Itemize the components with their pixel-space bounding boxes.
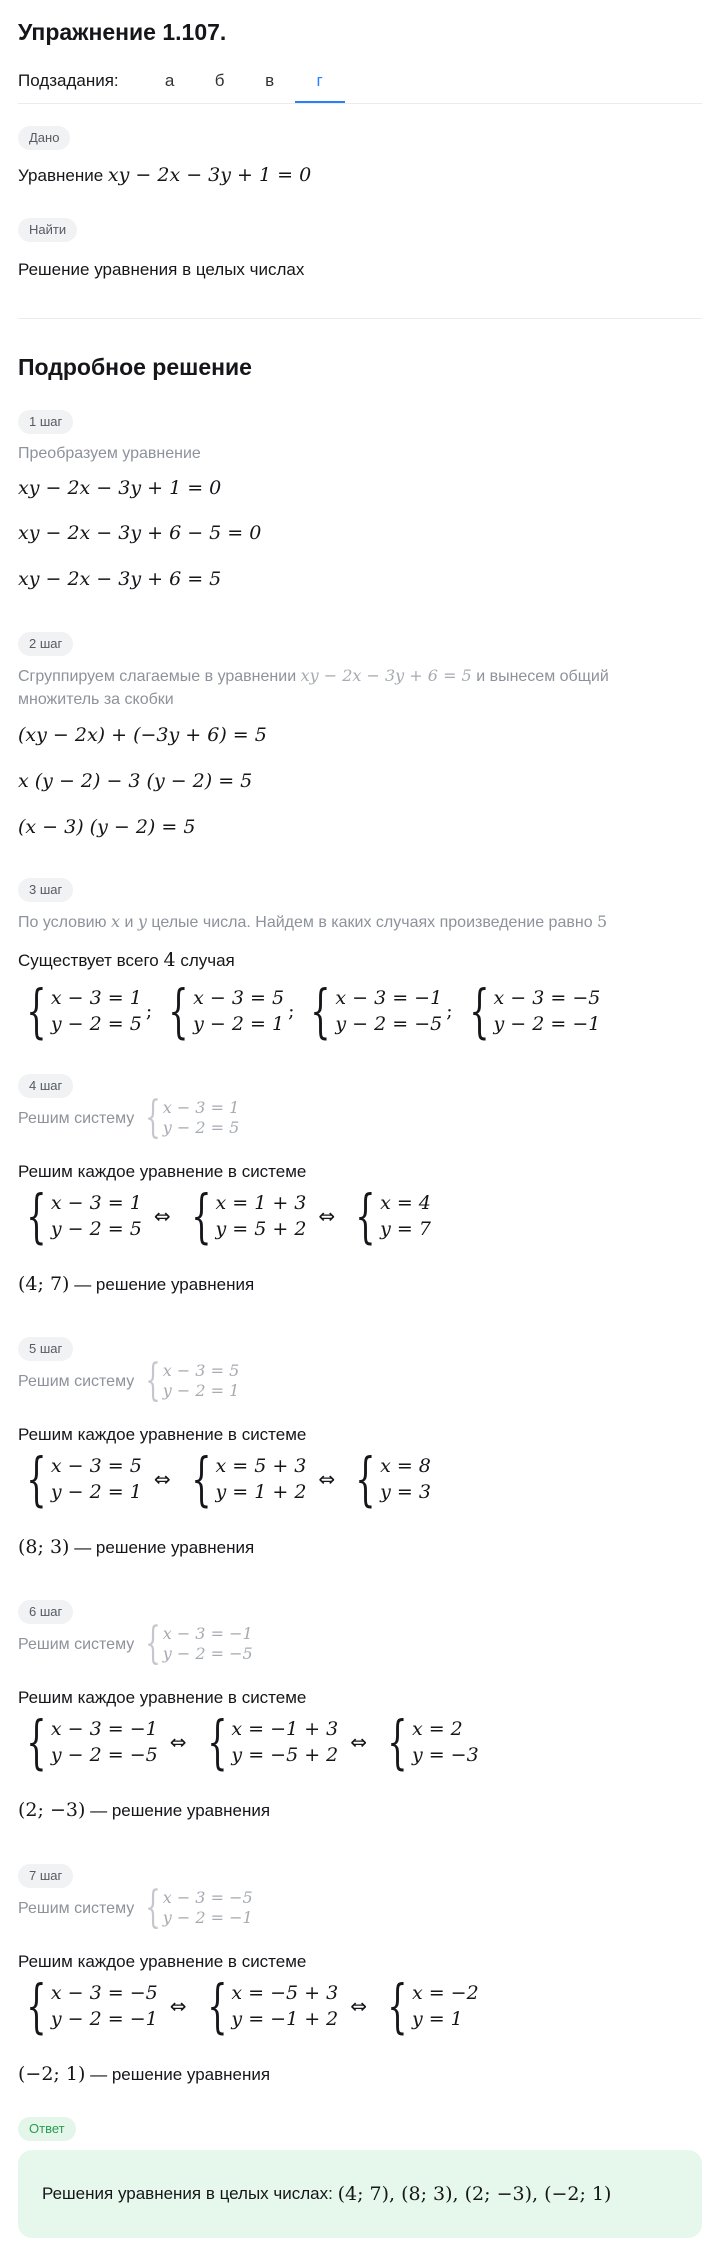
system: { x − 3 = −1 y − 2 = −5 — [310, 977, 443, 1045]
equivalence-icon: ⇔ — [169, 1994, 187, 2018]
equation-line: (xy − 2x) + (−3y + 6) = 5 — [18, 724, 267, 746]
solution-chain — [18, 1972, 479, 2040]
cases-text: Существует всего 4 случая — [18, 949, 235, 971]
find-badge: Найти — [18, 218, 77, 242]
system: { x − 3 = −1 y − 2 = −5 — [26, 1708, 158, 1776]
tab-g[interactable]: г — [295, 71, 345, 103]
step-description: Сгруппируем слагаемые в уравнении xy − 2x − 3y + 6 = 5 и вынесем общий множитель за скобки — [18, 666, 609, 708]
step-badge: 5 шаг — [18, 1337, 73, 1361]
equivalence-icon: ⇔ — [153, 1467, 171, 1491]
equation-line: x (y − 2) − 3 (y − 2) = 5 — [18, 770, 253, 792]
equation-line: xy − 2x − 3y + 6 − 5 = 0 — [18, 522, 262, 544]
system: { x − 3 = −1 y − 2 = −5 — [145, 1618, 253, 1669]
system: { x − 3 = 5 y − 2 = 1 — [145, 1355, 240, 1406]
cases-systems: { x − 3 = 1 y − 2 = 5 ; { x − 3 = 5 y − 2 = 1 ; { x − 3 = −1 y − 2 = −5 ; { x − 3 = −5 y − 2 = −1 — [18, 982, 600, 1040]
tab-a[interactable]: а — [164, 71, 175, 90]
given-text: Уравнение xy − 2x − 3y + 1 = 0 — [18, 164, 312, 186]
equation-line: (x − 3) (y − 2) = 5 — [18, 816, 196, 838]
system: { x − 3 = −5 y − 2 = −1 — [145, 1882, 253, 1933]
system: { x − 3 = 1 y − 2 = 5 — [26, 1182, 142, 1250]
equivalence-icon: ⇔ — [350, 1730, 368, 1754]
solution-pair: (8; 3) — решение уравнения — [18, 1536, 255, 1558]
system: { x = −2 y = 1 — [387, 1972, 479, 2040]
solution-chain — [18, 1708, 479, 1776]
subtasks-label: Подзадания: — [18, 71, 119, 90]
system: { x − 3 = 1 y − 2 = 5 — [145, 1092, 240, 1143]
step-badge: 7 шаг — [18, 1864, 73, 1888]
solution-title: Подробное решение — [18, 354, 252, 380]
step-badge: 3 шаг — [18, 878, 73, 902]
system: { x = 5 + 3 y = 1 + 2 — [190, 1445, 307, 1513]
answer-badge: Ответ — [18, 2117, 76, 2141]
step-subtitle: Решим каждое уравнение в системе — [18, 1425, 307, 1444]
step-badge: 6 шаг — [18, 1600, 73, 1624]
system: { x − 3 = 5 y − 2 = 1 — [26, 1445, 142, 1513]
step-badge: 2 шаг — [18, 632, 73, 656]
solution-chain — [18, 1182, 431, 1250]
step-description: Решим систему { x − 3 = −1 y − 2 = −5 — [18, 1618, 253, 1669]
step-description: Преобразуем уравнение — [18, 445, 201, 462]
system: { x = 8 y = 3 — [355, 1445, 431, 1513]
step-description: Решим систему { x − 3 = −5 y − 2 = −1 — [18, 1882, 253, 1933]
equation-line: xy − 2x − 3y + 6 = 5 — [18, 568, 222, 590]
equivalence-icon: ⇔ — [318, 1467, 336, 1491]
system: { x − 3 = −5 y − 2 = −1 — [26, 1972, 158, 2040]
solution-pair: (4; 7) — решение уравнения — [18, 1273, 255, 1295]
step-description: Решим систему { x − 3 = 1 y − 2 = 5 — [18, 1092, 240, 1143]
system: { x = 2 y = −3 — [387, 1708, 479, 1776]
system: { x − 3 = 1 y − 2 = 5 — [26, 977, 142, 1045]
system: { x = 1 + 3 y = 5 + 2 — [190, 1182, 307, 1250]
system: { x − 3 = 5 y − 2 = 1 — [168, 977, 285, 1045]
given-badge: Дано — [18, 126, 70, 150]
step-description: По условию x и y целые числа. Найдем в каких случаях произведение равно 5 — [18, 912, 608, 931]
answer-text: Решения уравнения в целых числах: — [42, 2184, 333, 2203]
step-subtitle: Решим каждое уравнение в системе — [18, 1688, 307, 1707]
step-subtitle: Решим каждое уравнение в системе — [18, 1162, 307, 1181]
equivalence-icon: ⇔ — [169, 1730, 187, 1754]
tab-v[interactable]: в — [265, 71, 275, 90]
system: { x = −1 + 3 y = −5 + 2 — [206, 1708, 339, 1776]
equation-line: xy − 2x − 3y + 1 = 0 — [18, 477, 222, 499]
equivalence-icon: ⇔ — [318, 1204, 336, 1228]
step-badge: 1 шаг — [18, 410, 73, 434]
solution-pair: (−2; 1) — решение уравнения — [18, 2063, 271, 2085]
system: { x = 4 y = 7 — [355, 1182, 431, 1250]
answer-value: (4; 7), (8; 3), (2; −3), (−2; 1) — [337, 2183, 612, 2205]
solution-pair: (2; −3) — решение уравнения — [18, 1799, 271, 1821]
page-title: Упражнение 1.107. — [18, 19, 227, 45]
equivalence-icon: ⇔ — [350, 1994, 368, 2018]
tab-b[interactable]: б — [214, 71, 225, 90]
solution-chain — [18, 1445, 431, 1513]
system: { x − 3 = −5 y − 2 = −1 — [468, 977, 601, 1045]
divider — [18, 318, 702, 319]
answer-box — [18, 2150, 702, 2238]
equivalence-icon: ⇔ — [153, 1204, 171, 1228]
step-subtitle: Решим каждое уравнение в системе — [18, 1952, 307, 1971]
subtasks-bar — [18, 61, 702, 104]
system: { x = −5 + 3 y = −1 + 2 — [206, 1972, 339, 2040]
step-description: Решим систему { x − 3 = 5 y − 2 = 1 — [18, 1355, 240, 1406]
step-badge: 4 шаг — [18, 1074, 73, 1098]
find-text: Решение уравнения в целых числах — [18, 260, 305, 279]
